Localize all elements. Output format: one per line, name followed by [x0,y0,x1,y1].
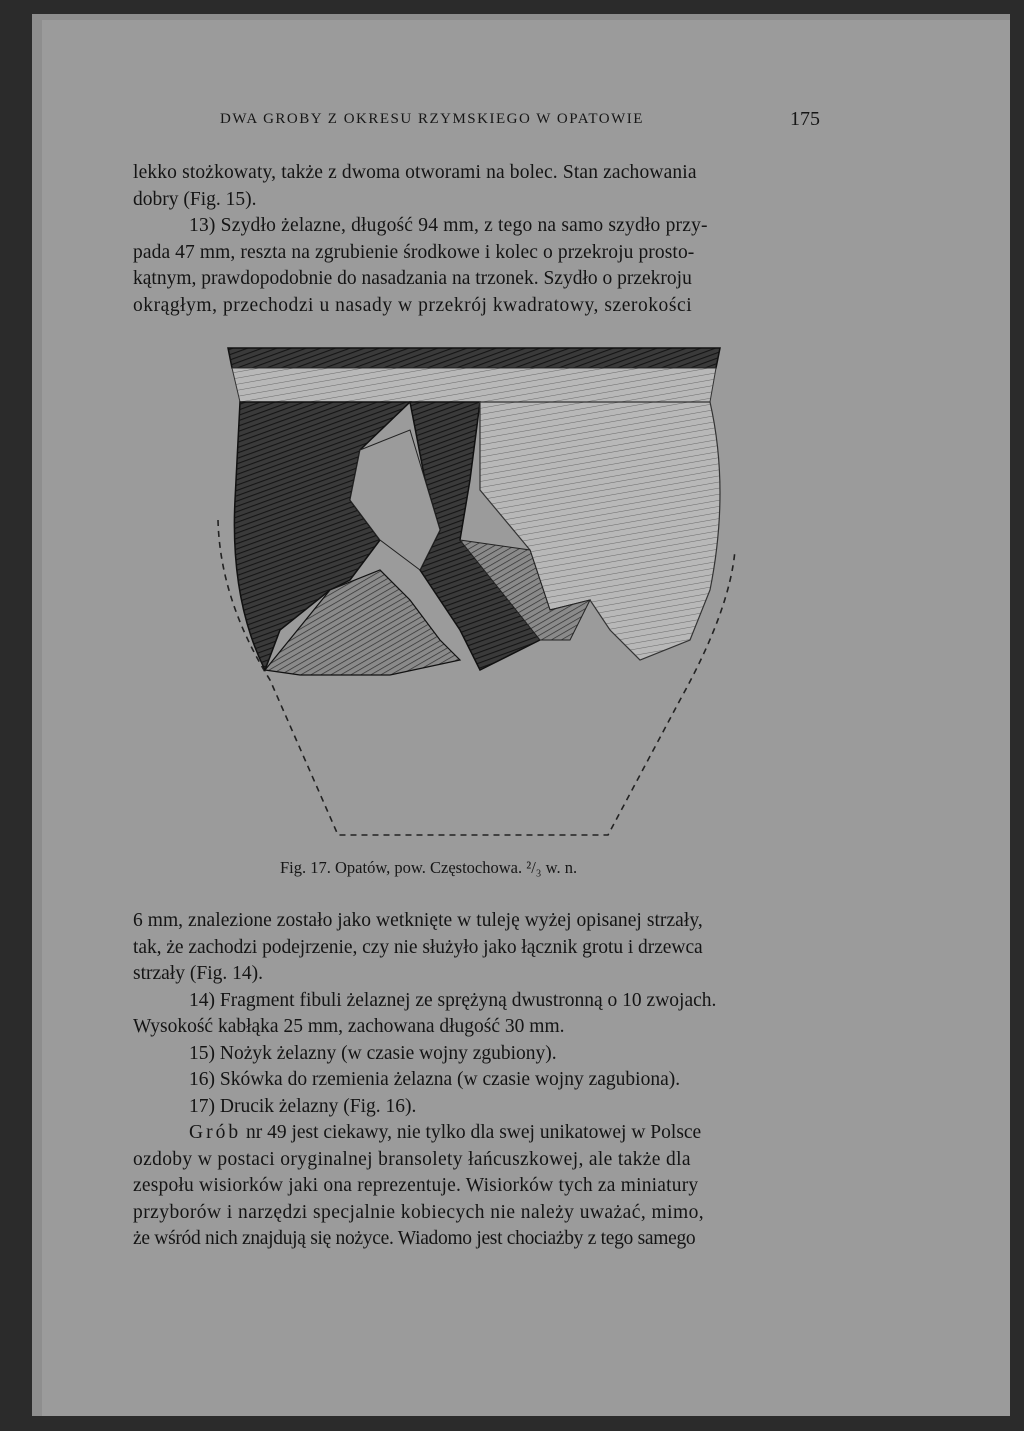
text-line: okrągłym, przechodzi u nasady w przekrój kwadratowy, szerokości [133,294,693,316]
text-line: że wśród nich znajdują się nożyce. Wiadomo jest chociażby z tego samego [133,1228,696,1249]
text-line: ozdoby w postaci oryginalnej bransolety łańcuszkowej, ale także dla [133,1148,691,1170]
vessel-neck [232,368,716,402]
text-line: 15) Nożyk żelazny (w czasie wojny zgubiony). [189,1042,557,1064]
text-line: dobry (Fig. 15). [133,188,257,210]
text-line: 16) Skówka do rzemienia żelazna (w czasie wojny zagubiona). [189,1069,681,1090]
grave-label: Grób [189,1122,242,1143]
vessel-rim [228,348,720,368]
text-line: tak, że zachodzi podejrzenie, czy nie służyło jako łącznik grotu i drzewca [133,936,703,958]
text-line: pada 47 mm, reszta na zgrubienie środkowe i kolec o przekroju prosto- [133,241,695,263]
running-header [220,108,820,132]
text-line: 6 mm, znalezione zostało jako wetknięte w tuleję wyżej opisanej strzały, [133,910,703,931]
text-run: nr 49 jest ciekawy, nie tylko dla swej unikatowej w Polsce [241,1122,702,1143]
bottom-text-block [133,908,830,1253]
top-text-block [133,160,830,319]
text-line: 17) Drucik żelazny (Fig. 16). [189,1095,417,1117]
text-line: 14) Fragment fibuli żelaznej ze sprężyną dwustronną o 10 zwojach. [189,989,717,1011]
page-number: 175 [790,108,820,130]
pottery-vessel-illustration [210,340,740,840]
text-line: kątnym, prawdopodobnie do nasadzania na trzonek. Szydło o przekroju [133,268,692,289]
text-line [133,1120,830,1147]
running-title: DWA GROBY Z OKRESU RZYMSKIEGO W OPATOWIE [220,111,644,127]
text-line: przyborów i narzędzi specjalnie kobiecych nie należy uważać, mimo, [133,1201,705,1223]
text-line: Wysokość kabłąka 25 mm, zachowana długość 30 mm. [133,1016,565,1037]
text-line: lekko stożkowaty, także z dwoma otworami na bolec. Stan zachowania [133,162,697,183]
text-line: 13) Szydło żelazne, długość 94 mm, z tego na samo szydło przy- [189,215,708,236]
text-line: strzały (Fig. 14). [133,963,263,984]
text-line: zespołu wisiorków jaki ona reprezentuje. Wisiorków tych za miniatury [133,1175,699,1196]
figure-caption: Fig. 17. Opatów, pow. Częstochowa. ²/₃ w. n. [280,858,578,877]
